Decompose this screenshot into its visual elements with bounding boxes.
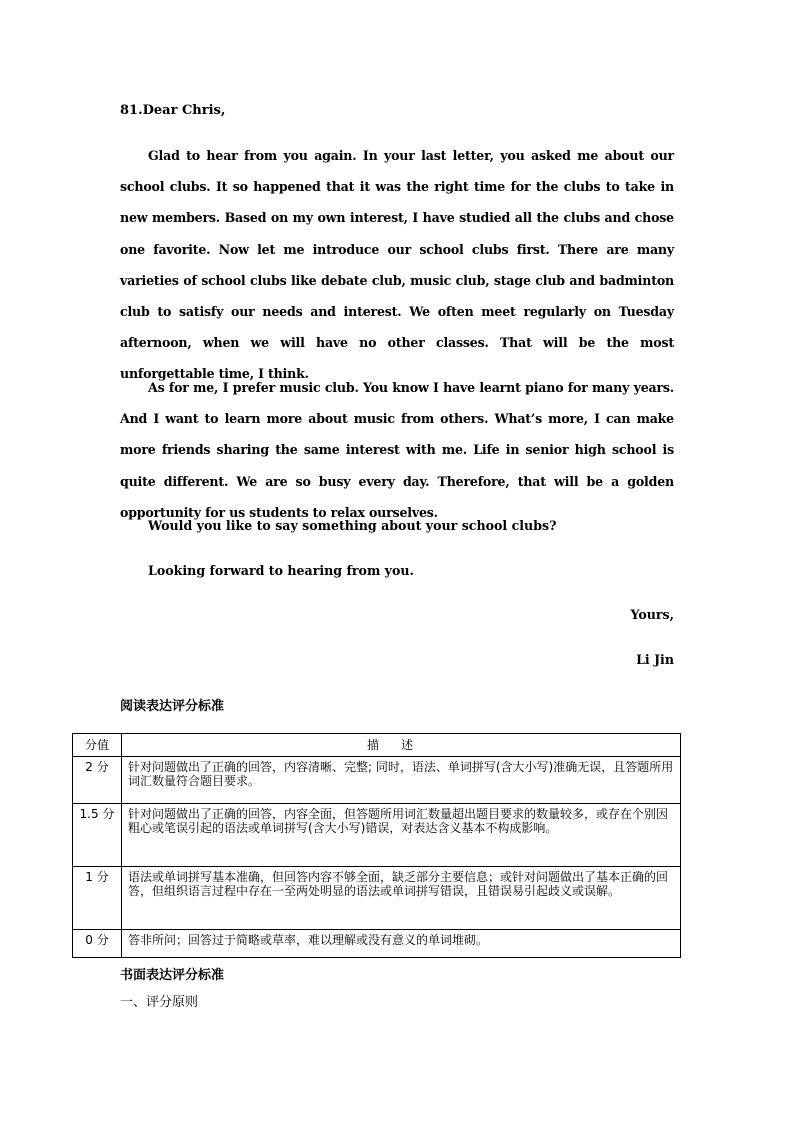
reading-rubric-table — [72, 733, 681, 958]
letter-paragraph-1: Glad to hear from you again. In your last letter, you asked me about our school clubs. It so happened that it was the right time for the clubs to take in new members. Based on my own interest, I have studied all the clubs and chose one favorite. Now let me introduce our school clubs first. There are many varieties of school clubs like debate club, music club, stage club and badminton club to satisfy our needs and interest. We often meet regularly on Tuesday afternoon, when we will have no other classes. That will be the most unforgettable time, I think. — [120, 148, 674, 382]
rubric-row — [73, 930, 681, 958]
rubric-header-row — [73, 734, 681, 757]
letter-paragraph-2: As for me, I prefer music club. You know I have learnt piano for many years. And I want to learn more about music from others. What’s more, I can make more friends sharing the same interest with me. Life in senior high school is quite different. We are so busy every day. Therefore, that will be a golden opportunity for us students to relax ourselves. — [120, 380, 674, 520]
rubric-score: 0 分 — [73, 930, 122, 958]
letter-signature: Li Jin — [636, 652, 674, 667]
rubric-score: 1.5 分 — [73, 804, 122, 867]
rubric-row — [73, 804, 681, 867]
letter-question-line: Would you like to say something about your school clubs? — [148, 518, 557, 533]
reading-rubric-title: 阅读表达评分标准 — [120, 699, 225, 714]
letter-looking-forward-line: Looking forward to hearing from you. — [148, 563, 414, 578]
rubric-description: 语法或单词拼写基本准确，但回答内容不够全面，缺乏部分主要信息；或针对问题做出了基本正确的回答，但组织语言过程中存在一至两处明显的语法或单词拼写错误，且错误易引起歧义或误解。 — [122, 867, 681, 930]
rubric-header-score: 分值 — [73, 734, 122, 757]
rubric-description: 针对问题做出了正确的回答，内容清晰、完整; 同时，语法、单词拼写(含大小写)准确无误，且答题所用词汇数量符合题目要求。 — [122, 757, 681, 804]
rubric-description: 答非所问；回答过于简略或草率，难以理解或没有意义的单词堆砌。 — [122, 930, 681, 958]
rubric-description: 针对问题做出了正确的回答，内容全面，但答题所用词汇数量超出题目要求的数量较多，或存在个别因粗心或笔误引起的语法或单词拼写(含大小写)错误，对表达含义基本不构成影响。 — [122, 804, 681, 867]
rubric-header-description: 描述 — [122, 734, 681, 757]
rubric-row — [73, 757, 681, 804]
letter-salutation: 81.Dear Chris, — [120, 103, 226, 118]
rubric-score: 1 分 — [73, 867, 122, 930]
writing-principles-heading: 一、评分原则 — [120, 995, 199, 1010]
writing-rubric-title: 书面表达评分标准 — [120, 968, 225, 983]
letter-closing: Yours, — [630, 607, 674, 622]
rubric-row — [73, 867, 681, 930]
rubric-score: 2 分 — [73, 757, 122, 804]
